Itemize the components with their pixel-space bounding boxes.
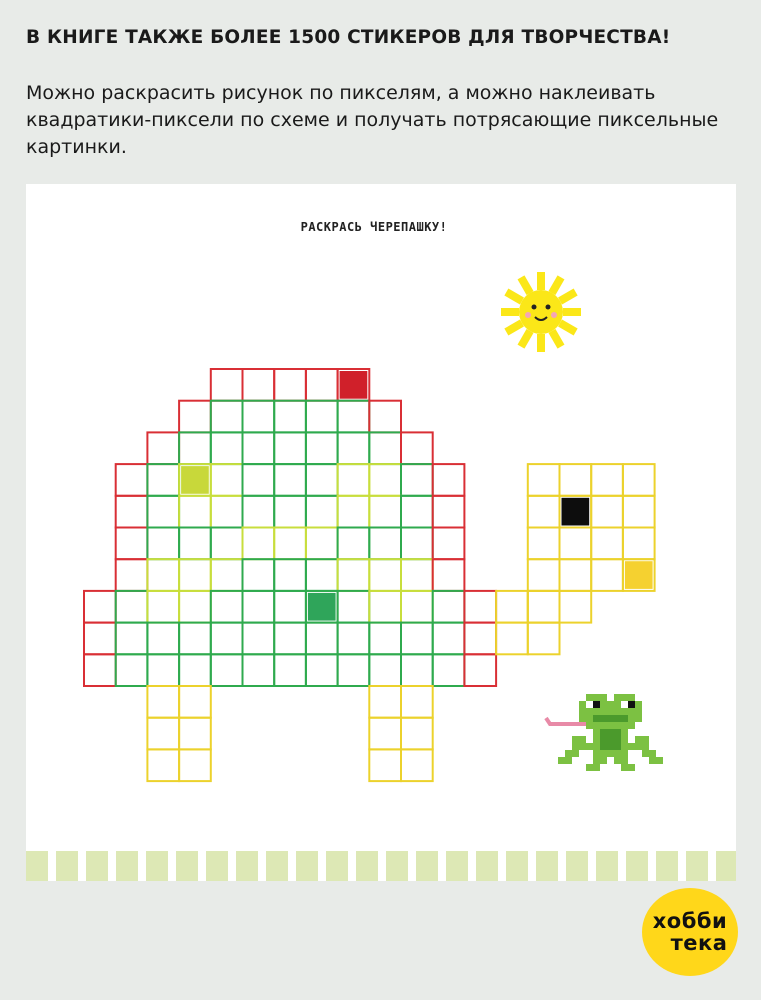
sample-yellow-pixel [625,561,653,589]
shell-cell [147,464,179,496]
frog-pixel [614,736,621,743]
strip-square [116,851,138,881]
shell-cell [338,654,370,686]
neck-cell [496,623,528,655]
shell-cell [338,591,370,623]
frog-pixel [600,736,607,743]
frog-pixel [593,750,600,757]
frog-pixel [628,722,635,729]
eye-pixel [562,498,590,526]
shell-cell [274,496,306,528]
shell-cell [179,591,211,623]
sun-ray [563,308,581,316]
head-cell [591,528,623,560]
shell-cell [306,623,338,655]
shell-cell [401,528,433,560]
frog-pixel [642,743,649,750]
shell-cell [369,528,401,560]
shell-cell [211,591,243,623]
shell-cell [464,623,496,655]
shell-cell [179,654,211,686]
shell-cell [464,654,496,686]
sun-ray [504,289,524,305]
sun-ray [518,329,534,349]
shell-cell [243,464,275,496]
shell-cell [243,623,275,655]
coloring-page [26,184,736,881]
frog-pixel [600,694,607,701]
head-cell [623,464,655,496]
strip-square [266,851,288,881]
sun-face [519,290,563,334]
frog-pixel [586,708,593,715]
leg-cell [401,718,433,750]
head-cell [591,559,623,591]
frog-pixel [614,743,621,750]
frog-pixel [579,701,586,708]
frog-pixel [593,729,600,736]
shell-cell [147,528,179,560]
frog-pixel [614,694,621,701]
strip-square [146,851,168,881]
shell-cell [147,623,179,655]
sun-ray [537,334,545,352]
shell-cell [274,464,306,496]
frog-pixel [635,743,642,750]
shell-cell [401,496,433,528]
head-cell [623,496,655,528]
frog-pixel [628,701,635,708]
frog-pixel [600,701,607,708]
shell-cell [116,528,148,560]
strip-square [686,851,708,881]
sample-green-pixel [308,593,336,621]
shell-cell [274,432,306,464]
shell-cell [274,401,306,433]
frog-pixel [600,708,607,715]
frog-pixel [579,708,586,715]
shell-cell [116,496,148,528]
shell-cell [401,464,433,496]
frog-pixel [621,708,628,715]
frog-pixel [621,757,628,764]
shell-cell [306,369,338,401]
frog-pixel [635,701,642,708]
shell-cell [243,654,275,686]
shell-cell [243,591,275,623]
strip-square [506,851,528,881]
headline: В КНИГЕ ТАКЖЕ БОЛЕЕ 1500 СТИКЕРОВ ДЛЯ ТВОРЧЕСТВА! [26,27,671,48]
shell-cell [179,401,211,433]
shell-cell [147,496,179,528]
frog-pixel [600,750,607,757]
shell-cell [211,369,243,401]
intro-text: Можно раскрасить рисунок по пикселям, а можно наклеивать квадратики-пиксели по схеме и получать потрясающие пиксельные картинки. [26,82,719,158]
shell-cell [338,464,370,496]
head-cell [560,591,592,623]
frog-pixel [621,743,628,750]
leg-cell [147,749,179,781]
head-cell [528,559,560,591]
frog-pixel [621,722,628,729]
shell-cell [369,591,401,623]
sun-ray [549,329,565,349]
leg-cell [179,718,211,750]
shell-cell [306,464,338,496]
logo-line-2: тека [670,931,728,955]
frog-pixel [586,701,593,708]
shell-cell [211,623,243,655]
frog-pixel [593,715,600,722]
shell-cell [338,401,370,433]
frog-pixel [593,736,600,743]
frog-pixel [607,729,614,736]
neck-cell [528,591,560,623]
head-cell [528,591,560,623]
shell-cell [116,623,148,655]
frog-pixel [642,736,649,743]
frog-pixel [614,701,621,708]
strip-square [296,851,318,881]
shell-cell [401,591,433,623]
shell-cell [306,401,338,433]
shell-cell [211,401,243,433]
frog-pixel [579,743,586,750]
shell-cell [211,559,243,591]
head-cell [528,496,560,528]
leg-cell [369,718,401,750]
shell-cell [433,496,465,528]
frog-pixel [621,701,628,708]
strip-square [596,851,618,881]
frog-pixel [607,743,614,750]
sun-ray [504,320,524,336]
frog-pixel [586,715,593,722]
shell-cell [306,559,338,591]
frog-pixel [628,715,635,722]
frog-pixel [572,750,579,757]
shell-cell [116,464,148,496]
leg-cell [401,686,433,718]
shell-cell [338,623,370,655]
shell-cell [369,559,401,591]
sun-ray [558,320,578,336]
shell-cell [84,623,116,655]
shell-cell [306,654,338,686]
frog-pixel [621,736,628,743]
shell-cell [147,591,179,623]
frog-pixel [593,694,600,701]
shell-cell [179,432,211,464]
sun-ray [518,275,534,295]
shell-cell [433,464,465,496]
shell-cell [211,654,243,686]
shell-cell [433,591,465,623]
head-cell [623,528,655,560]
shell-cell [274,623,306,655]
sun-ray [501,308,519,316]
frog-pixel [593,708,600,715]
frog-pixel [649,757,656,764]
neck-cell [528,623,560,655]
sun-ray [558,289,578,305]
shell-cell [116,654,148,686]
frog-pixel [600,729,607,736]
frog-pixel [621,764,628,771]
leg-cell [147,686,179,718]
sun-ray [549,275,565,295]
leg-cell [179,749,211,781]
shell-cell [338,496,370,528]
sample-lime-pixel [181,466,209,494]
frog-pixel [572,743,579,750]
shell-cell [369,401,401,433]
frog-pixel [607,708,614,715]
frog-pixel [614,715,621,722]
frog-pixel [607,701,614,708]
frog-pixel [558,757,565,764]
shell-cell [401,654,433,686]
coloring-page-title: РАСКРАСЬ ЧЕРЕПАШКУ! [300,220,448,234]
shell-cell [433,654,465,686]
frog-pixel [600,757,607,764]
sun-eye [546,305,551,310]
frog-pixel [593,764,600,771]
shell-cell [338,432,370,464]
frog-pixel [628,764,635,771]
frog-pixel [586,722,593,729]
shell-cell [306,528,338,560]
frog-pixel [600,722,607,729]
strip-square [206,851,228,881]
frog-pixel [635,736,642,743]
shell-cell [147,559,179,591]
strip-square [86,851,108,881]
frog-pixel [565,750,572,757]
strip-square [416,851,438,881]
shell-cell [464,591,496,623]
leg-cell [369,686,401,718]
shell-cell [274,654,306,686]
head-cell [560,464,592,496]
shell-cell [179,559,211,591]
shell-cell [274,369,306,401]
shell-cell [243,496,275,528]
leg-cell [369,749,401,781]
shell-cell [338,559,370,591]
shell-cell [369,654,401,686]
shell-cell [369,464,401,496]
frog-pixel [607,750,614,757]
frog-pixel [600,715,607,722]
frog-pixel [621,715,628,722]
head-cell [591,496,623,528]
sun-cheek [525,312,531,318]
shell-cell [369,496,401,528]
strip-square [476,851,498,881]
shell-cell [401,559,433,591]
logo-line-1: хобби [652,909,728,933]
sun-cheek [551,312,557,318]
shell-cell [211,432,243,464]
frog-pixel [614,729,621,736]
strip-square [176,851,198,881]
head-cell [560,528,592,560]
frog-pixel [656,757,663,764]
frog-pixel [586,764,593,771]
sample-red-pixel [340,371,368,399]
strip-square [26,851,48,881]
head-cell [591,464,623,496]
shell-cell [274,559,306,591]
frog-pixel [635,715,642,722]
frog-pixel [593,701,600,708]
shell-cell [179,623,211,655]
shell-cell [243,369,275,401]
strip-square [356,851,378,881]
hobbiteka-logo [642,888,738,976]
frog-pixel [593,757,600,764]
frog-pixel [572,736,579,743]
frog-pixel [628,743,635,750]
leg-cell [147,718,179,750]
frog-pixel [607,736,614,743]
frog-pixel [593,722,600,729]
frog-pixel [614,757,621,764]
shell-cell [243,401,275,433]
shell-cell [401,623,433,655]
head-cell [528,464,560,496]
frog-pixel [607,722,614,729]
shell-cell [433,623,465,655]
strip-square [386,851,408,881]
shell-cell [147,654,179,686]
shell-cell [433,559,465,591]
strip-square [236,851,258,881]
shell-cell [369,623,401,655]
strip-square [716,851,736,881]
shell-cell [433,528,465,560]
frog-pixel [642,750,649,757]
shell-cell [211,528,243,560]
frog-pixel [614,750,621,757]
shell-cell [147,432,179,464]
shell-cell [116,591,148,623]
frog-pixel [600,743,607,750]
shell-cell [306,432,338,464]
sun-ray [537,272,545,290]
neck-cell [496,591,528,623]
strip-square [326,851,348,881]
frog-pixel [621,694,628,701]
shell-cell [274,591,306,623]
frog-pixel [579,736,586,743]
shell-cell [243,528,275,560]
shell-cell [211,464,243,496]
frog-pixel [649,750,656,757]
frog-pixel [586,743,593,750]
shell-cell [243,432,275,464]
sun-eye [532,305,537,310]
head-cell [528,528,560,560]
shell-cell [84,654,116,686]
strip-square [536,851,558,881]
frog-pixel [628,708,635,715]
head-cell [560,559,592,591]
shell-cell [179,496,211,528]
shell-cell [401,432,433,464]
shell-cell [84,591,116,623]
frog-pixel [614,722,621,729]
frog-pixel [621,729,628,736]
shell-cell [274,528,306,560]
frog-pixel [635,708,642,715]
strip-square [446,851,468,881]
frog-pixel [593,743,600,750]
frog-pixel [621,750,628,757]
strip-square [56,851,78,881]
turtle-pixel-grid [26,184,736,881]
shell-cell [116,559,148,591]
strip-square [656,851,678,881]
strip-square [626,851,648,881]
shell-cell [179,528,211,560]
shell-cell [243,559,275,591]
frog-pixel [579,715,586,722]
shell-cell [369,432,401,464]
shell-cell [211,496,243,528]
leg-cell [401,749,433,781]
shell-cell [306,496,338,528]
shell-cell [338,528,370,560]
frog-pixel [586,694,593,701]
frog-pixel [565,757,572,764]
frog-pixel [628,694,635,701]
frog-pixel [614,708,621,715]
frog-pixel [607,715,614,722]
strip-square [566,851,588,881]
leg-cell [179,686,211,718]
